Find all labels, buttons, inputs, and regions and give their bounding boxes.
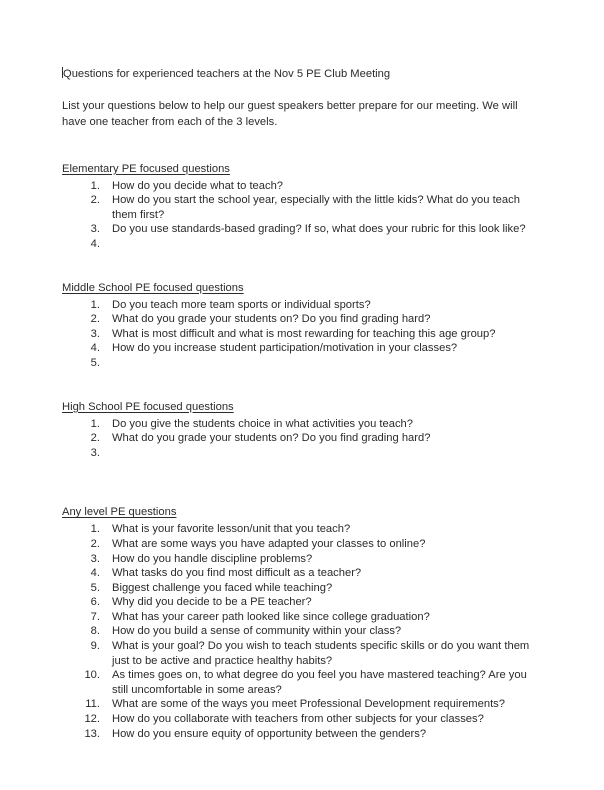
list-item-text: How do you handle discipline problems? — [112, 552, 313, 565]
list-item-number: 3. — [90, 446, 100, 459]
spacer — [62, 131, 542, 159]
list-item-number: 10. — [84, 669, 100, 682]
list-item-number: 13. — [84, 727, 100, 740]
section-heading-elementary: Elementary PE focused questions — [62, 162, 230, 175]
spacer — [62, 371, 542, 397]
list-item[interactable] — [62, 522, 542, 537]
list-item-number: 5. — [90, 581, 100, 594]
list-item-text: How do you decide what to teach? — [112, 179, 284, 192]
list-item-text: What is your favorite lesson/unit that you teach? — [112, 523, 351, 536]
list-item-text: Why did you decide to be a PE teacher? — [112, 596, 312, 609]
list-item-number: 4. — [90, 342, 100, 355]
spacer — [62, 460, 542, 502]
list-item[interactable] — [62, 552, 542, 567]
list-item-text: What are some ways you have adapted your classes to online? — [112, 537, 426, 550]
list-item-number: 8. — [90, 625, 100, 638]
list-item-number: 2. — [90, 432, 100, 445]
section-heading-any-level: Any level PE questions — [62, 506, 177, 519]
list-item-text: What is your goal? Do you wish to teach students specific skills or do you want them just to be active and practice healthy habits? — [112, 640, 530, 667]
list-item-text: As times goes on, to what degree do you feel you have mastered teaching? Are you still uncomfortable in some areas? — [112, 669, 527, 696]
list-item-number: 3. — [90, 327, 100, 340]
list-item[interactable] — [62, 668, 542, 697]
list-item[interactable] — [62, 298, 542, 313]
list-item[interactable] — [62, 639, 542, 668]
list-item[interactable] — [62, 566, 542, 581]
list-item[interactable] — [62, 327, 542, 342]
list-item-text: What tasks do you find most difficult as a teacher? — [112, 567, 362, 580]
list-item-number: 1. — [90, 179, 100, 192]
section-heading-high-school: High School PE focused questions — [62, 400, 234, 413]
spacer — [62, 82, 542, 98]
section-elementary — [62, 159, 542, 252]
list-item-number: 7. — [90, 610, 100, 623]
section-any-level — [62, 502, 542, 741]
list-item[interactable] — [62, 712, 542, 727]
list-item-text: How do you collaborate with teachers from other subjects for your classes? — [112, 713, 484, 726]
list-item-number: 2. — [90, 194, 100, 207]
list-item[interactable] — [62, 222, 542, 237]
document-body[interactable] — [62, 66, 542, 741]
list-item[interactable] — [62, 179, 542, 194]
list-item[interactable] — [62, 595, 542, 610]
question-list-any-level — [62, 522, 542, 741]
list-item-number: 4. — [90, 237, 100, 250]
list-item-text: How do you build a sense of community within your class? — [112, 625, 402, 638]
list-item[interactable] — [62, 341, 542, 356]
list-item[interactable] — [62, 431, 542, 446]
list-item-text: What has your career path looked like since college graduation? — [112, 610, 430, 623]
list-item-text: Do you teach more team sports or individual sports? — [112, 298, 371, 311]
list-item-text: Biggest challenge you faced while teaching? — [112, 581, 333, 594]
list-item-text: Do you give the students choice in what activities you teach? — [112, 417, 413, 430]
list-item-number: 4. — [90, 567, 100, 580]
section-heading-middle-school: Middle School PE focused questions — [62, 281, 244, 294]
section-high-school — [62, 397, 542, 461]
question-list-middle-school — [62, 298, 542, 371]
list-item-text: What are some of the ways you meet Professional Development requirements? — [112, 698, 505, 711]
list-item-empty[interactable] — [62, 237, 542, 252]
intro-paragraph: List your questions below to help our guest speakers better prepare for our meeting. We will have one teacher from each of the 3 levels. — [62, 100, 518, 129]
document-title-line — [62, 66, 542, 82]
list-item-number: 11. — [85, 698, 100, 711]
list-item-number: 1. — [90, 417, 100, 430]
document-title: Questions for experienced teachers at the Nov 5 PE Club Meeting — [63, 68, 391, 80]
list-item-text: How do you increase student participation/motivation in your classes? — [112, 342, 458, 355]
list-item-text: How do you ensure equity of opportunity between the genders? — [112, 727, 427, 740]
list-item[interactable] — [62, 312, 542, 327]
list-item-number: 1. — [90, 298, 100, 311]
list-item-number: 9. — [90, 640, 100, 653]
list-item[interactable] — [62, 537, 542, 552]
question-list-elementary — [62, 179, 542, 252]
list-item-text: What do you grade your students on? Do you find grading hard? — [112, 313, 431, 326]
list-item-number: 2. — [90, 313, 100, 326]
list-item-number: 12. — [84, 713, 100, 726]
list-item-number: 3. — [90, 223, 100, 236]
list-item-number: 6. — [90, 596, 100, 609]
list-item-text: What is most difficult and what is most rewarding for teaching this age group? — [112, 327, 496, 340]
list-item[interactable] — [62, 727, 542, 742]
list-item-number: 3. — [90, 552, 100, 565]
list-item[interactable] — [62, 193, 542, 222]
list-item-number: 1. — [90, 523, 100, 536]
list-item-empty[interactable] — [62, 446, 542, 461]
list-item-text: How do you start the school year, especially with the little kids? What do you teach them first? — [112, 194, 520, 221]
section-middle-school — [62, 278, 542, 371]
list-item[interactable] — [62, 624, 542, 639]
list-item-empty[interactable] — [62, 356, 542, 371]
list-item[interactable] — [62, 697, 542, 712]
list-item-text: Do you use standards-based grading? If so, what does your rubric for this look like? — [112, 223, 526, 236]
list-item-number: 2. — [90, 537, 100, 550]
list-item-number: 5. — [90, 356, 100, 369]
list-item-text: What do you grade your students on? Do you find grading hard? — [112, 432, 431, 445]
list-item[interactable] — [62, 610, 542, 625]
list-item[interactable] — [62, 417, 542, 432]
question-list-high-school — [62, 417, 542, 461]
spacer — [62, 252, 542, 278]
list-item[interactable] — [62, 581, 542, 596]
